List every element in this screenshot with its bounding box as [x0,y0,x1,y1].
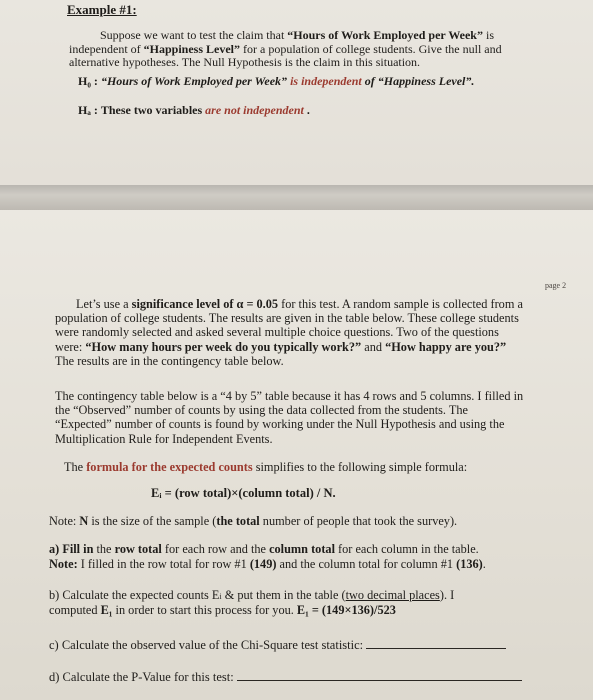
question-a-line-2: Note: I filled in the row total for row #1 (149) and the column total for column #1 (136). [49,557,486,571]
sample-size-note: Note: N is the size of the sample (the total number of people that took the survey). [49,514,458,528]
page-1-section [0,0,593,185]
example-title: Example #1: [67,2,137,17]
formula-intro: The formula for the expected counts simplifies to the following simple formula: [64,460,468,474]
description-paragraph: Let’s use a significance level of α = 0.05 for this test. A random sample is collected from a population of college students. The results are given in the table below. These college students were randomly selected and asked several multiple choice questions. Two of the questions were: “How many hours per week do you typically work?” and “How happy are you?” The results are in the contingency table below. [55,297,523,368]
question-b-line-1: b) Calculate the expected counts Ei & put them in the table (two decimal places). I [49,588,455,602]
page-divider [0,185,593,210]
alternative-hypothesis: Hₐ : These two variables are not independent . [78,103,310,117]
null-hypothesis: H₀ : “Hours of Work Employed per Week” is independent of “Happiness Level”. [78,74,475,88]
page-number: page 2 [545,281,567,290]
question-d: d) Calculate the P-Value for this test: [49,670,522,685]
question-d-answer-line[interactable] [237,680,522,681]
question-c: c) Calculate the observed value of the Chi-Square test statistic: [49,638,506,653]
question-b-line-2: computed E₁ in order to start this process for you. E₁ = (149×136)/523 [49,603,396,617]
question-a-line-1: a) Fill in the row total for each row and the column total for each column in the table. [49,542,479,556]
question-c-answer-line[interactable] [366,648,506,649]
intro-paragraph: Suppose we want to test the claim that “Hours of Work Employed per Week” is independent of “Happiness Level” for a population of college students. Give the null and alternative hypotheses. The Null Hypothesis is the claim in this situation. [69,28,502,69]
expected-count-formula: Eᵢ = (row total)×(column total) / N. [151,486,336,500]
page-2-section [0,210,593,700]
table-explanation-paragraph: The contingency table below is a “4 by 5” table because it has 4 rows and 5 columns. I filled in the “Observed” number of counts by using the data collected from the students. The “Expected” number of counts is found by working under the Null Hypothesis and using the Multiplication Rule for Independent Events. [55,389,524,446]
